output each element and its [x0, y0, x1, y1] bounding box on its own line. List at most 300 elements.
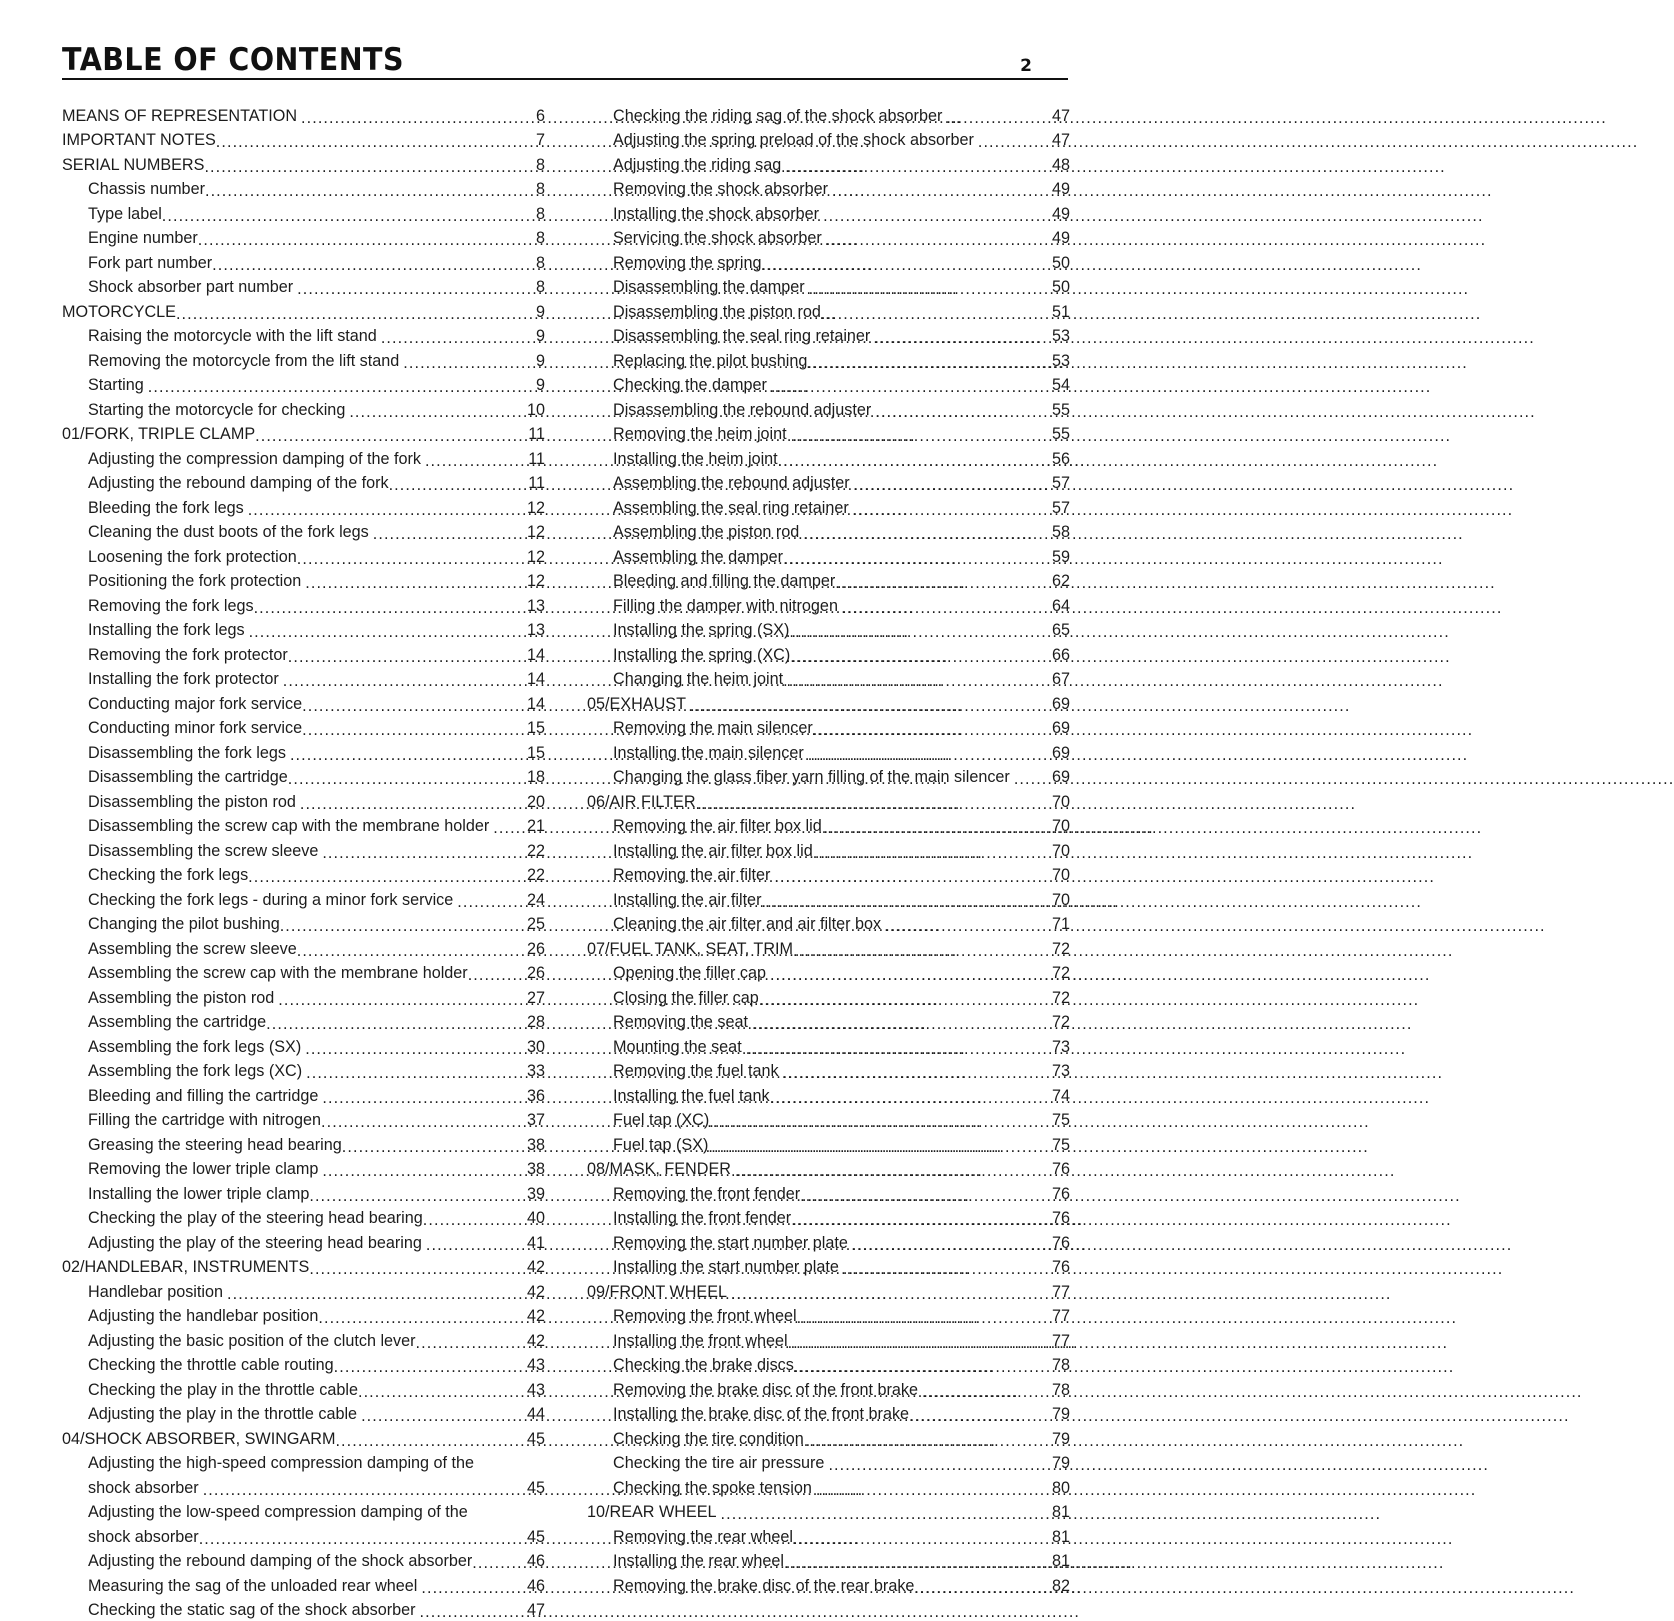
- toc-entry[interactable]: [62, 1007, 545, 1032]
- toc-entry[interactable]: [62, 247, 545, 272]
- toc-entry-label: Disassembling the screw cap with the membrane holder: [88, 817, 490, 835]
- toc-entry-page-number: 81: [1051, 1552, 1070, 1570]
- toc-entry[interactable]: [62, 1129, 545, 1154]
- toc-dot-leader: [288, 769, 506, 783]
- toc-entry[interactable]: [62, 419, 545, 444]
- toc-entry-page-number: 46: [526, 1552, 545, 1570]
- toc-dot-leader: [468, 965, 506, 979]
- toc-dot-leader: [334, 1357, 506, 1371]
- toc-entry-label: Loosening the fork protection: [88, 547, 297, 566]
- toc-dot-leader: [824, 1455, 1031, 1469]
- toc-entry-page-number: 14: [526, 670, 545, 688]
- toc-entry-label: Installing the fork protector: [88, 670, 279, 688]
- toc-entry-page-number: 13: [526, 621, 545, 639]
- toc-entry-page-number: 72: [1051, 964, 1070, 982]
- toc-dot-leader: [199, 1529, 506, 1543]
- toc-entry-label: Shock absorber part number: [88, 278, 294, 296]
- toc-entry-label: Removing the shock absorber: [613, 180, 829, 198]
- toc-dot-leader: [244, 500, 506, 514]
- toc-entry-page-number: 76: [1051, 1184, 1070, 1203]
- toc-entry-label: Changing the glass fiber yarn filling of the main silencer: [613, 768, 1010, 786]
- toc-entry-label: Checking the spoke tension: [613, 1478, 812, 1497]
- toc-entry-label: Installing the spring (SX): [613, 621, 790, 639]
- toc-entry[interactable]: [62, 762, 545, 787]
- toc-entry-label: Assembling the damper: [613, 547, 784, 566]
- toc-entry-label: Type label: [88, 204, 162, 223]
- toc-entry[interactable]: [62, 590, 545, 615]
- toc-dot-leader: [212, 255, 506, 269]
- toc-entry-page-number: 6: [535, 106, 545, 125]
- toc-entry-label: Replacing the pilot bushing: [613, 351, 808, 370]
- toc-entry-page-number: 12: [526, 572, 545, 590]
- toc-entry-label: Assembling the fork legs (SX): [88, 1037, 302, 1056]
- toc-entry-label: Disassembling the seal ring retainer: [613, 327, 871, 345]
- toc-dot-leader: [708, 1137, 1031, 1151]
- toc-entry-label: Removing the heim joint: [613, 425, 787, 443]
- toc-entry-page-number: 10: [526, 400, 545, 419]
- toc-dot-leader: [248, 867, 506, 881]
- toc-dot-leader: [302, 720, 506, 734]
- toc-entry-label: Checking the play of the steering head bearing: [88, 1209, 423, 1227]
- toc-dot-leader: [805, 279, 1031, 293]
- toc-entry[interactable]: [62, 1497, 545, 1522]
- toc-dot-leader: [914, 1578, 1031, 1592]
- toc-entry[interactable]: [62, 1105, 545, 1130]
- toc-dot-leader: [822, 818, 1031, 832]
- toc-entry[interactable]: [62, 615, 545, 640]
- toc-entry-label: Adjusting the play of the steering head bearing: [88, 1233, 422, 1252]
- toc-entry-label: Installing the front fender: [613, 1209, 792, 1227]
- toc-entry[interactable]: [62, 492, 545, 517]
- toc-entry-page-number: 40: [526, 1209, 545, 1227]
- toc-entry[interactable]: [62, 713, 545, 738]
- toc-entry-label: 08/MASK, FENDER: [587, 1160, 731, 1178]
- toc-entry[interactable]: [62, 1056, 545, 1081]
- toc-entry[interactable]: [62, 100, 545, 125]
- toc-entry-page-number: 69: [1051, 768, 1070, 786]
- toc-entry-page-number: 38: [526, 1135, 545, 1154]
- toc-entry-page-number: 76: [1051, 1258, 1070, 1276]
- toc-dot-leader: [709, 1112, 1031, 1126]
- toc-dot-leader: [848, 1235, 1031, 1249]
- toc-entry[interactable]: [62, 1031, 545, 1056]
- toc-dot-leader: [828, 181, 1031, 195]
- toc-dot-leader: [759, 990, 1031, 1004]
- toc-entry[interactable]: [62, 1350, 545, 1375]
- toc-entry[interactable]: [62, 982, 545, 1007]
- toc-entry-page-number: 76: [1051, 1160, 1070, 1178]
- toc-entry[interactable]: [62, 223, 545, 248]
- toc-entry[interactable]: [62, 174, 545, 199]
- toc-entry-label: 01/FORK, TRIPLE CLAMP: [62, 425, 256, 443]
- toc-dot-leader: [835, 573, 1031, 587]
- toc-entry[interactable]: [62, 198, 545, 223]
- toc-entry-page-number: 15: [526, 719, 545, 737]
- toc-entry[interactable]: [587, 1497, 1070, 1522]
- toc-entry-label: Bleeding and filling the damper: [613, 572, 836, 590]
- toc-entry-label: Adjusting the basic position of the clutch lever: [88, 1331, 416, 1350]
- toc-dot-leader: [788, 1333, 1031, 1347]
- toc-entry[interactable]: [62, 1448, 545, 1473]
- toc-entry[interactable]: [62, 786, 545, 811]
- toc-entry[interactable]: [62, 272, 545, 297]
- toc-dot-leader: [770, 867, 1031, 881]
- toc-entry-page-number: 55: [1051, 400, 1070, 419]
- toc-entry-page-number: 72: [1051, 939, 1070, 958]
- toc-dot-leader: [800, 1186, 1031, 1200]
- toc-dot-leader: [321, 1112, 506, 1126]
- toc-entry-label: Removing the air filter: [613, 866, 771, 884]
- toc-dot-leader: [742, 1039, 1031, 1053]
- toc-entry-label: Checking the damper: [613, 376, 767, 394]
- toc-dot-leader: [345, 402, 506, 416]
- toc-entry[interactable]: [62, 1276, 545, 1301]
- toc-entry-page-number: 79: [1051, 1429, 1070, 1448]
- toc-entry[interactable]: [62, 443, 545, 468]
- toc-entry-label: 04/SHOCK ABSORBER, SWINGARM: [62, 1429, 336, 1448]
- toc-entry-page-number: 13: [526, 596, 545, 615]
- toc-dot-leader: [255, 426, 506, 440]
- toc-column-left: [62, 100, 545, 1619]
- toc-entry[interactable]: [62, 1252, 545, 1277]
- toc-entry-page-number: 56: [1051, 449, 1070, 468]
- toc-entry[interactable]: [62, 958, 545, 983]
- toc-entry[interactable]: [62, 664, 545, 689]
- toc-entry[interactable]: [62, 860, 545, 885]
- toc-entry[interactable]: [62, 370, 545, 395]
- toc-entry-label: Removing the main silencer: [613, 719, 813, 737]
- toc-dot-leader: [717, 1504, 1031, 1518]
- toc-dot-leader: [793, 941, 1031, 955]
- toc-entry[interactable]: [62, 1154, 545, 1179]
- toc-entry-page-number: 8: [535, 229, 545, 247]
- toc-entry[interactable]: [62, 1570, 545, 1595]
- toc-entry-page-number: 69: [1051, 719, 1070, 737]
- toc-entry-label: Installing the rear wheel: [613, 1552, 784, 1570]
- toc-entry-label: Removing the spring: [613, 253, 762, 272]
- toc-entry[interactable]: [62, 688, 545, 713]
- toc-entry-label: Bleeding the fork legs: [88, 498, 244, 517]
- toc-entry-label: Servicing the shock absorber: [613, 229, 822, 247]
- toc-entry-page-number: 66: [1051, 645, 1070, 664]
- toc-entry[interactable]: [62, 125, 545, 150]
- toc-entry-label: Mounting the seat: [613, 1037, 742, 1056]
- toc-dot-leader: [974, 132, 1031, 146]
- toc-entry-page-number: 18: [526, 768, 545, 786]
- toc-entry-label: Fuel tap (SX): [613, 1135, 709, 1154]
- toc-entry[interactable]: [62, 321, 545, 346]
- toc-dot-leader: [453, 892, 506, 906]
- toc-dot-leader: [472, 1553, 506, 1567]
- toc-entry-page-number: 74: [1051, 1086, 1070, 1105]
- toc-dot-leader: [804, 1431, 1031, 1445]
- toc-dot-leader: [416, 1602, 506, 1616]
- toc-entry[interactable]: [62, 1472, 545, 1497]
- toc-dot-leader: [1010, 769, 1031, 783]
- toc-entry-page-number: 11: [528, 425, 545, 443]
- toc-entry-page-number: 8: [535, 180, 545, 198]
- toc-entry-label: shock absorber: [88, 1527, 199, 1546]
- toc-entry[interactable]: [62, 468, 545, 493]
- toc-entry-page-number: 12: [526, 547, 545, 566]
- toc-entry-label: Checking the tire air pressure: [613, 1454, 825, 1472]
- toc-entry-page-number: 9: [535, 376, 545, 394]
- toc-entry-label: Disassembling the fork legs: [88, 743, 286, 762]
- toc-dot-leader: [399, 353, 506, 367]
- toc-entry-label: Removing the brake disc of the front brake: [613, 1380, 919, 1399]
- toc-entry[interactable]: [62, 1301, 545, 1326]
- toc-entry-page-number: 57: [1051, 498, 1070, 517]
- toc-entry[interactable]: [62, 517, 545, 542]
- toc-dot-leader: [423, 1210, 506, 1224]
- toc-dot-leader: [870, 328, 1031, 342]
- toc-entry-page-number: 47: [526, 1601, 545, 1619]
- toc-entry-label: Removing the front wheel: [613, 1307, 797, 1325]
- toc-entry-page-number: 48: [1051, 155, 1070, 174]
- header-page-number: 2: [1020, 56, 1032, 76]
- toc-entry-label: 06/AIR FILTER: [587, 792, 696, 811]
- toc-entry-label: Checking the static sag of the shock absorber: [88, 1601, 416, 1619]
- toc-dot-leader: [358, 1382, 506, 1396]
- toc-dot-leader: [871, 402, 1031, 416]
- toc-entry-page-number: 28: [526, 1013, 545, 1031]
- toc-dot-leader: [280, 916, 506, 930]
- toc-entry-page-number: 42: [526, 1331, 545, 1350]
- toc-entry-page-number: 65: [1051, 621, 1070, 639]
- toc-dot-leader: [804, 745, 1031, 759]
- toc-entry-page-number: 59: [1051, 547, 1070, 566]
- toc-dot-leader: [686, 696, 1031, 710]
- toc-dot-leader: [838, 598, 1031, 612]
- toc-entry-page-number: 55: [1051, 425, 1070, 443]
- toc-entry[interactable]: [62, 394, 545, 419]
- toc-dot-leader: [274, 990, 506, 1004]
- toc-dot-leader: [474, 1455, 506, 1469]
- toc-entry-page-number: 77: [1051, 1282, 1070, 1301]
- toc-entry-page-number: 71: [1051, 915, 1070, 933]
- toc-dot-leader: [797, 1308, 1031, 1322]
- toc-entry-page-number: 41: [526, 1233, 545, 1252]
- toc-entry-label: Removing the motorcycle from the lift stand: [88, 351, 400, 370]
- toc-dot-leader: [302, 1063, 506, 1077]
- toc-dot-leader: [422, 1235, 506, 1249]
- toc-entry-label: Disassembling the piston rod: [613, 302, 821, 321]
- toc-dot-leader: [822, 230, 1031, 244]
- header-divider: [62, 78, 1068, 80]
- page-title: TABLE OF CONTENTS: [62, 42, 404, 78]
- toc-entry-label: Removing the fuel tank: [613, 1062, 779, 1080]
- toc-entry-page-number: 45: [526, 1429, 545, 1448]
- toc-entry[interactable]: [62, 1374, 545, 1399]
- toc-entry[interactable]: [62, 835, 545, 860]
- toc-entry-label: Assembling the screw sleeve: [88, 939, 297, 958]
- toc-entry-label: Changing the heim joint: [613, 670, 784, 688]
- toc-entry-page-number: 46: [526, 1576, 545, 1595]
- toc-dot-leader: [783, 671, 1031, 685]
- toc-entry-page-number: 45: [526, 1478, 545, 1497]
- toc-entry-page-number: 47: [1051, 106, 1070, 125]
- toc-entry-label: 02/HANDLEBAR, INSTRUMENTS: [62, 1258, 310, 1276]
- toc-dot-leader: [791, 1210, 1031, 1224]
- toc-entry[interactable]: [62, 884, 545, 909]
- toc-entry-page-number: 37: [526, 1111, 545, 1129]
- toc-entry-page-number: 62: [1051, 572, 1070, 590]
- toc-entry-page-number: 24: [526, 890, 545, 909]
- toc-columns: [62, 100, 1068, 1619]
- toc-dot-leader: [794, 1357, 1031, 1371]
- toc-entry-page-number: 75: [1051, 1135, 1070, 1154]
- toc-dot-leader: [761, 255, 1031, 269]
- toc-entry[interactable]: [62, 1227, 545, 1252]
- toc-entry-label: SERIAL NUMBERS: [62, 155, 205, 174]
- toc-entry-page-number: 75: [1051, 1111, 1070, 1129]
- toc-dot-leader: [288, 647, 506, 661]
- toc-entry-label: Changing the pilot bushing: [88, 915, 280, 933]
- toc-entry-page-number: 79: [1051, 1454, 1070, 1472]
- toc-entry-page-number: 12: [526, 498, 545, 517]
- toc-entry-label: Removing the air filter box lid: [613, 817, 822, 835]
- toc-entry[interactable]: [62, 345, 545, 370]
- toc-dot-leader: [302, 696, 506, 710]
- toc-entry-page-number: 78: [1051, 1356, 1070, 1374]
- toc-dot-leader: [309, 1186, 506, 1200]
- toc-dot-leader: [318, 1088, 506, 1102]
- toc-entry[interactable]: [62, 1203, 545, 1228]
- toc-dot-leader: [468, 1504, 506, 1518]
- toc-entry-page-number: 69: [1051, 743, 1070, 762]
- toc-entry-label: Adjusting the compression damping of the fork: [88, 449, 421, 468]
- toc-dot-leader: [318, 1161, 506, 1175]
- toc-entry[interactable]: [62, 541, 545, 566]
- toc-entry[interactable]: [62, 1080, 545, 1105]
- toc-entry-label: Measuring the sag of the unloaded rear wheel: [88, 1576, 418, 1595]
- toc-entry-label: Engine number: [88, 229, 198, 247]
- toc-entry[interactable]: [62, 1595, 545, 1620]
- toc-entry[interactable]: [62, 1178, 545, 1203]
- toc-entry-label: Bleeding and filling the cartridge: [88, 1086, 319, 1105]
- toc-dot-leader: [223, 1284, 506, 1298]
- toc-entry-page-number: 81: [1051, 1503, 1070, 1521]
- toc-dot-leader: [489, 818, 506, 832]
- toc-dot-leader: [357, 1406, 506, 1420]
- toc-dot-leader: [819, 206, 1031, 220]
- toc-entry[interactable]: [62, 1423, 545, 1448]
- toc-entry-label: Assembling the piston rod: [88, 988, 275, 1007]
- toc-entry-label: Checking the tire condition: [613, 1429, 804, 1448]
- toc-entry-label: 07/FUEL TANK, SEAT, TRIM: [587, 939, 793, 958]
- toc-entry-label: Disassembling the damper: [613, 278, 805, 296]
- toc-entry-label: Removing the seat: [613, 1013, 748, 1031]
- toc-entry-page-number: 7: [535, 131, 545, 149]
- toc-entry-page-number: 82: [1051, 1576, 1070, 1595]
- toc-entry-page-number: 26: [526, 939, 545, 958]
- toc-entry-page-number: 44: [526, 1405, 545, 1423]
- toc-entry[interactable]: [62, 296, 545, 321]
- toc-entry-label: Adjusting the high-speed compression damping of the: [88, 1454, 475, 1472]
- toc-entry-label: Installing the fork legs: [88, 621, 245, 639]
- toc-dot-leader: [198, 230, 506, 244]
- toc-entry-label: Disassembling the rebound adjuster: [613, 400, 872, 419]
- toc-entry-label: Installing the shock absorber: [613, 204, 820, 223]
- toc-entry[interactable]: [62, 639, 545, 664]
- toc-entry-page-number: 42: [526, 1258, 545, 1276]
- toc-entry-page-number: 67: [1051, 670, 1070, 688]
- toc-entry-label: Checking the play in the throttle cable: [88, 1380, 358, 1399]
- toc-entry-page-number: 22: [526, 841, 545, 860]
- toc-dot-leader: [767, 377, 1031, 391]
- toc-entry-page-number: 27: [526, 988, 545, 1007]
- toc-entry[interactable]: [587, 1448, 1070, 1473]
- toc-entry[interactable]: [62, 811, 545, 836]
- toc-dot-leader: [318, 843, 506, 857]
- toc-entry-label: Adjusting the rebound damping of the fork: [88, 474, 389, 492]
- toc-entry[interactable]: [62, 1399, 545, 1424]
- toc-dot-leader: [216, 132, 506, 146]
- toc-entry-label: Closing the filler cap: [613, 988, 759, 1007]
- toc-entry-page-number: 43: [526, 1356, 545, 1374]
- toc-dot-leader: [807, 353, 1031, 367]
- toc-dot-leader: [286, 745, 506, 759]
- toc-dot-leader: [812, 1480, 1031, 1494]
- toc-entry-label: Installing the heim joint: [613, 449, 778, 468]
- toc-entry[interactable]: [62, 737, 545, 762]
- toc-entry[interactable]: [62, 909, 545, 934]
- toc-entry-page-number: 78: [1051, 1380, 1070, 1399]
- toc-entry-label: shock absorber: [88, 1478, 199, 1497]
- toc-entry-page-number: 69: [1051, 694, 1070, 713]
- toc-entry-page-number: 11: [528, 449, 545, 468]
- toc-entry-label: Installing the air filter box lid: [613, 841, 813, 860]
- toc-dot-leader: [881, 916, 1031, 930]
- toc-dot-leader: [781, 157, 1031, 171]
- toc-dot-leader: [416, 1333, 506, 1347]
- toc-entry-label: Installing the fuel tank: [613, 1086, 770, 1105]
- toc-entry-page-number: 9: [535, 302, 545, 321]
- toc-entry-page-number: 49: [1051, 204, 1070, 223]
- toc-entry[interactable]: [62, 566, 545, 591]
- toc-entry[interactable]: [62, 933, 545, 958]
- toc-entry-page-number: 70: [1051, 890, 1070, 909]
- toc-entry-page-number: 22: [526, 866, 545, 884]
- toc-entry-label: Assembling the rebound adjuster: [613, 474, 850, 492]
- toc-entry[interactable]: [62, 1325, 545, 1350]
- toc-entry-page-number: 72: [1051, 988, 1070, 1007]
- toc-entry-page-number: 70: [1051, 817, 1070, 835]
- toc-entry-label: Adjusting the spring preload of the shock absorber: [613, 131, 974, 149]
- toc-entry[interactable]: [62, 149, 545, 174]
- toc-entry-page-number: 43: [526, 1380, 545, 1399]
- toc-entry-label: Conducting major fork service: [88, 694, 303, 713]
- toc-entry-label: Positioning the fork protection: [88, 572, 302, 590]
- toc-dot-leader: [335, 1431, 506, 1445]
- toc-entry-page-number: 33: [526, 1062, 545, 1080]
- toc-dot-leader: [813, 720, 1031, 734]
- toc-entry-label: Disassembling the piston rod: [88, 792, 296, 811]
- toc-entry-label: Checking the throttle cable routing: [88, 1356, 334, 1374]
- toc-entry-label: Adjusting the low-speed compression damping of the: [88, 1503, 468, 1521]
- toc-dot-leader: [761, 892, 1031, 906]
- toc-entry-page-number: 11: [528, 474, 545, 492]
- toc-entry-label: Removing the front fender: [613, 1184, 801, 1203]
- toc-entry[interactable]: [62, 1521, 545, 1546]
- toc-entry-page-number: 70: [1051, 792, 1070, 811]
- toc-entry-page-number: 15: [526, 743, 545, 762]
- toc-entry-page-number: 14: [526, 645, 545, 664]
- toc-dot-leader: [297, 108, 506, 122]
- toc-entry[interactable]: [62, 1546, 545, 1571]
- toc-entry-page-number: 49: [1051, 180, 1070, 198]
- toc-dot-leader: [293, 279, 506, 293]
